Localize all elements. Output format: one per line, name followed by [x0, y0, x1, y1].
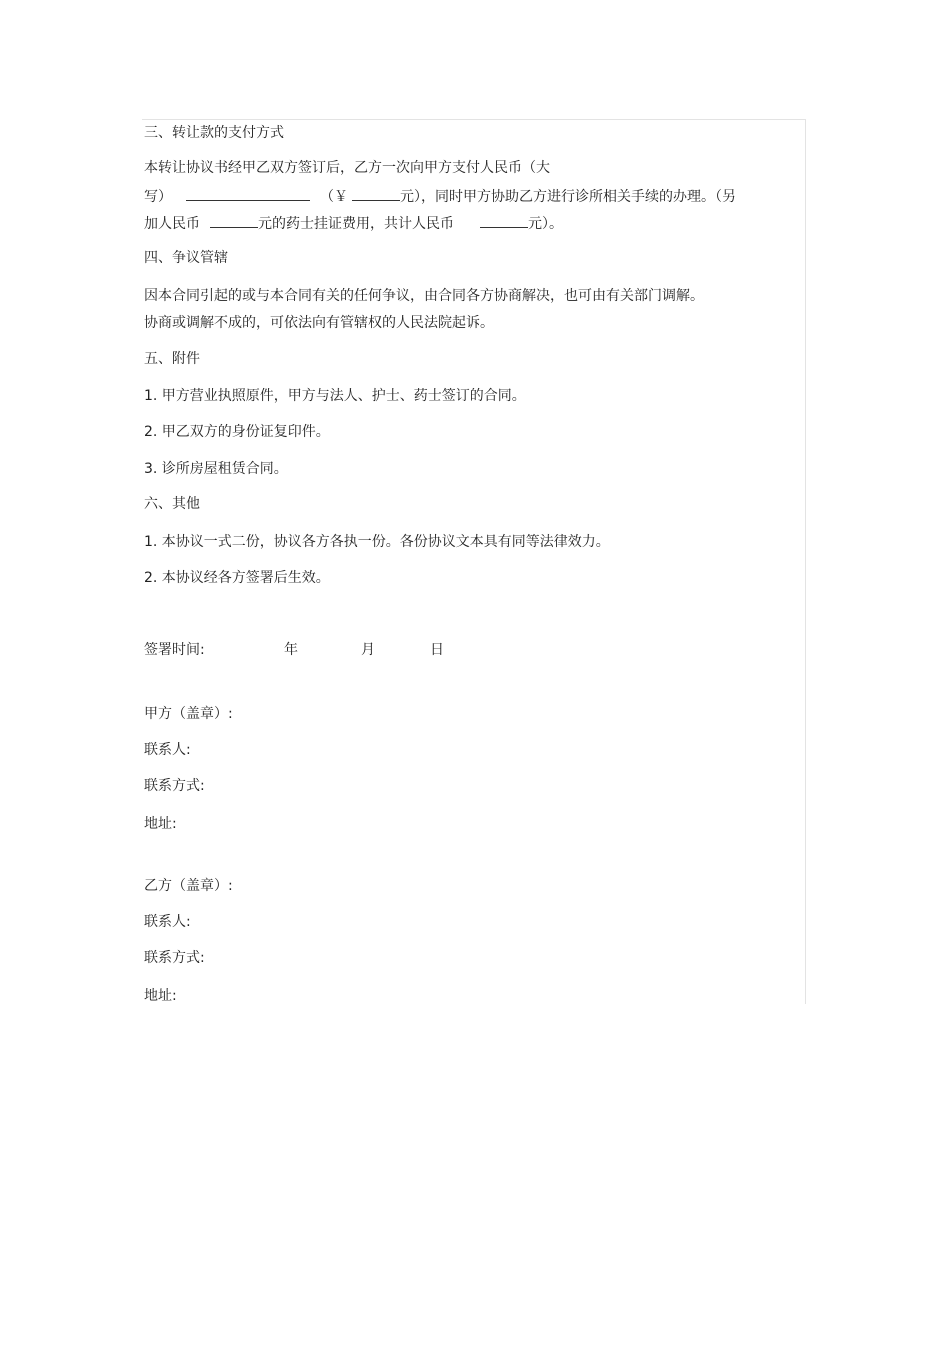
section5-item-2: 2. 甲乙双方的身份证复印件。	[144, 424, 330, 440]
amount-number-blank[interactable]	[352, 185, 400, 201]
section3-line1: 本转让协议书经甲乙双方签订后，乙方一次向甲方支付人民币（大	[144, 160, 550, 176]
party-b-contact: 联系人:	[144, 914, 191, 930]
section4-heading: 四、争议管辖	[144, 250, 228, 266]
amount-words-blank[interactable]	[186, 185, 310, 201]
party-b-address: 地址:	[144, 988, 177, 1004]
party-b-contact-method: 联系方式:	[144, 950, 205, 966]
section3-heading: 三、转让款的支付方式	[144, 125, 284, 141]
section3-line3-c: 元）。	[528, 216, 563, 232]
extra-fee-blank[interactable]	[210, 212, 258, 228]
section3-line2-b: （￥	[320, 189, 348, 205]
section3-line2	[144, 185, 736, 205]
total-amount-blank[interactable]	[480, 212, 528, 228]
section6-item-2: 2. 本协议经各方签署后生效。	[144, 570, 330, 586]
section4-line2: 协商或调解不成的，可依法向有管辖权的人民法院起诉。	[144, 315, 494, 331]
signing-date	[144, 640, 444, 660]
party-a-contact-method: 联系方式:	[144, 778, 205, 794]
section3-line3-a: 加人民币	[144, 216, 200, 232]
section6-item-1: 1. 本协议一式二份，协议各方各执一份。各份协议文本具有同等法律效力。	[144, 534, 610, 550]
signing-year: 年	[284, 642, 298, 658]
section4-line1: 因本合同引起的或与本合同有关的任何争议，由合同各方协商解决，也可由有关部门调解。	[144, 288, 704, 304]
section3-line3	[144, 212, 563, 232]
section6-heading: 六、其他	[144, 496, 200, 512]
signing-date-label: 签署时间:	[144, 642, 205, 658]
signing-day: 日	[430, 642, 444, 658]
section5-heading: 五、附件	[144, 351, 200, 367]
party-a-contact: 联系人:	[144, 742, 191, 758]
party-b-title: 乙方（盖章）:	[144, 878, 233, 894]
section3-line2-c: 元），同时甲方协助乙方进行诊所相关手续的办理。（另	[400, 189, 736, 205]
section5-item-3: 3. 诊所房屋租赁合同。	[144, 461, 288, 477]
party-a-title: 甲方（盖章）:	[144, 706, 233, 722]
party-a-address: 地址:	[144, 816, 177, 832]
page-frame	[142, 119, 806, 1004]
section5-item-1: 1. 甲方营业执照原件，甲方与法人、护士、药士签订的合同。	[144, 388, 526, 404]
signing-month: 月	[361, 642, 375, 658]
section3-line3-b: 元的药士挂证费用，共计人民币	[258, 216, 454, 232]
section3-line2-a: 写）	[144, 189, 172, 205]
